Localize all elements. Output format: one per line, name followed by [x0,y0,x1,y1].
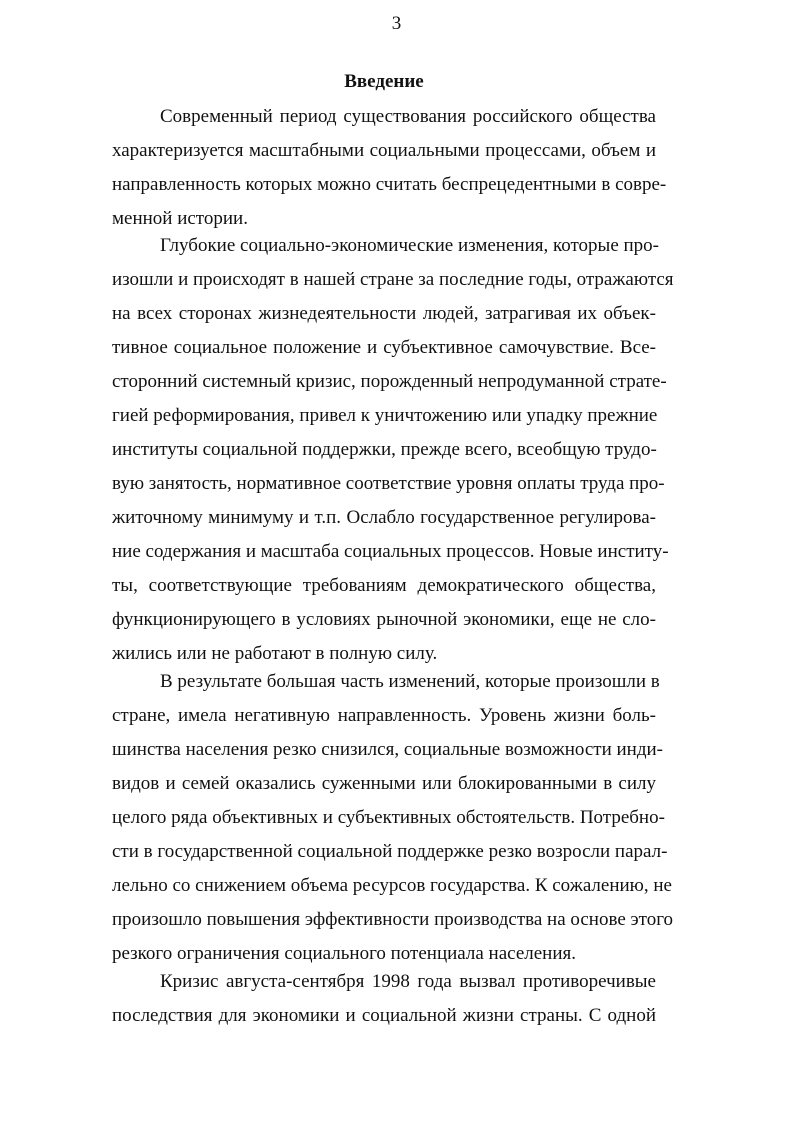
text-line: институты социальной поддержки, прежде всего, всеобщую трудо- [112,439,657,460]
text-line: тивное социальное положение и субъективное самочувствие. Все- [112,337,656,358]
text-line: ние содержания и масштаба социальных процессов. Новые институ- [112,541,669,562]
text-line: менной истории. [112,208,248,229]
text-line: Глубокие социально-экономические изменения, которые про- [160,235,659,256]
section-heading: Введение [344,71,424,92]
text-line: вую занятость, нормативное соответствие уровня оплаты труда про- [112,473,665,494]
text-line: сторонний системный кризис, порожденный непродуманной страте- [112,371,667,392]
text-line: шинства населения резко снизился, социальные возможности инди- [112,739,664,760]
text-line: житочному минимуму и т.п. Ослабло государственное регулирова- [112,507,656,528]
page-number: 3 [391,13,402,34]
text-line: сти в государственной социальной поддержке резко возросли парал- [112,841,668,862]
text-line: на всех сторонах жизнедеятельности людей, затрагивая их объек- [112,303,656,324]
text-line: Современный период существования российского общества [160,106,656,127]
text-line: изошли и происходят в нашей стране за последние годы, отражаются [112,269,674,290]
text-line: направленность которых можно считать беспрецедентными в совре- [112,174,667,195]
text-line: характеризуется масштабными социальными процессами, объем и [112,140,656,161]
text-line: гией реформирования, привел к уничтожению или упадку прежние [112,405,658,426]
text-line: жились или не работают в полную силу. [112,643,438,664]
text-line: целого ряда объективных и субъективных обстоятельств. Потребно- [112,807,665,828]
text-line: последствия для экономики и социальной жизни страны. С одной [112,1005,656,1026]
text-line: лельно со снижением объема ресурсов государства. К сожалению, не [112,875,672,896]
text-line: функционирующего в условиях рыночной экономики, еще не сло- [112,609,656,630]
text-line: произошло повышения эффективности производства на основе этого [112,909,674,930]
text-line: видов и семей оказались суженными или блокированными в силу [112,773,656,794]
text-line: ты, соответствующие требованиям демократического общества, [112,575,656,596]
text-line: В результате большая часть изменений, которые произошли в [160,671,660,692]
text-line: стране, имела негативную направленность. Уровень жизни боль- [112,705,656,726]
text-line: Кризис августа-сентября 1998 года вызвал противоречивые [160,971,656,992]
text-line: резкого ограничения социального потенциала населения. [112,943,576,964]
